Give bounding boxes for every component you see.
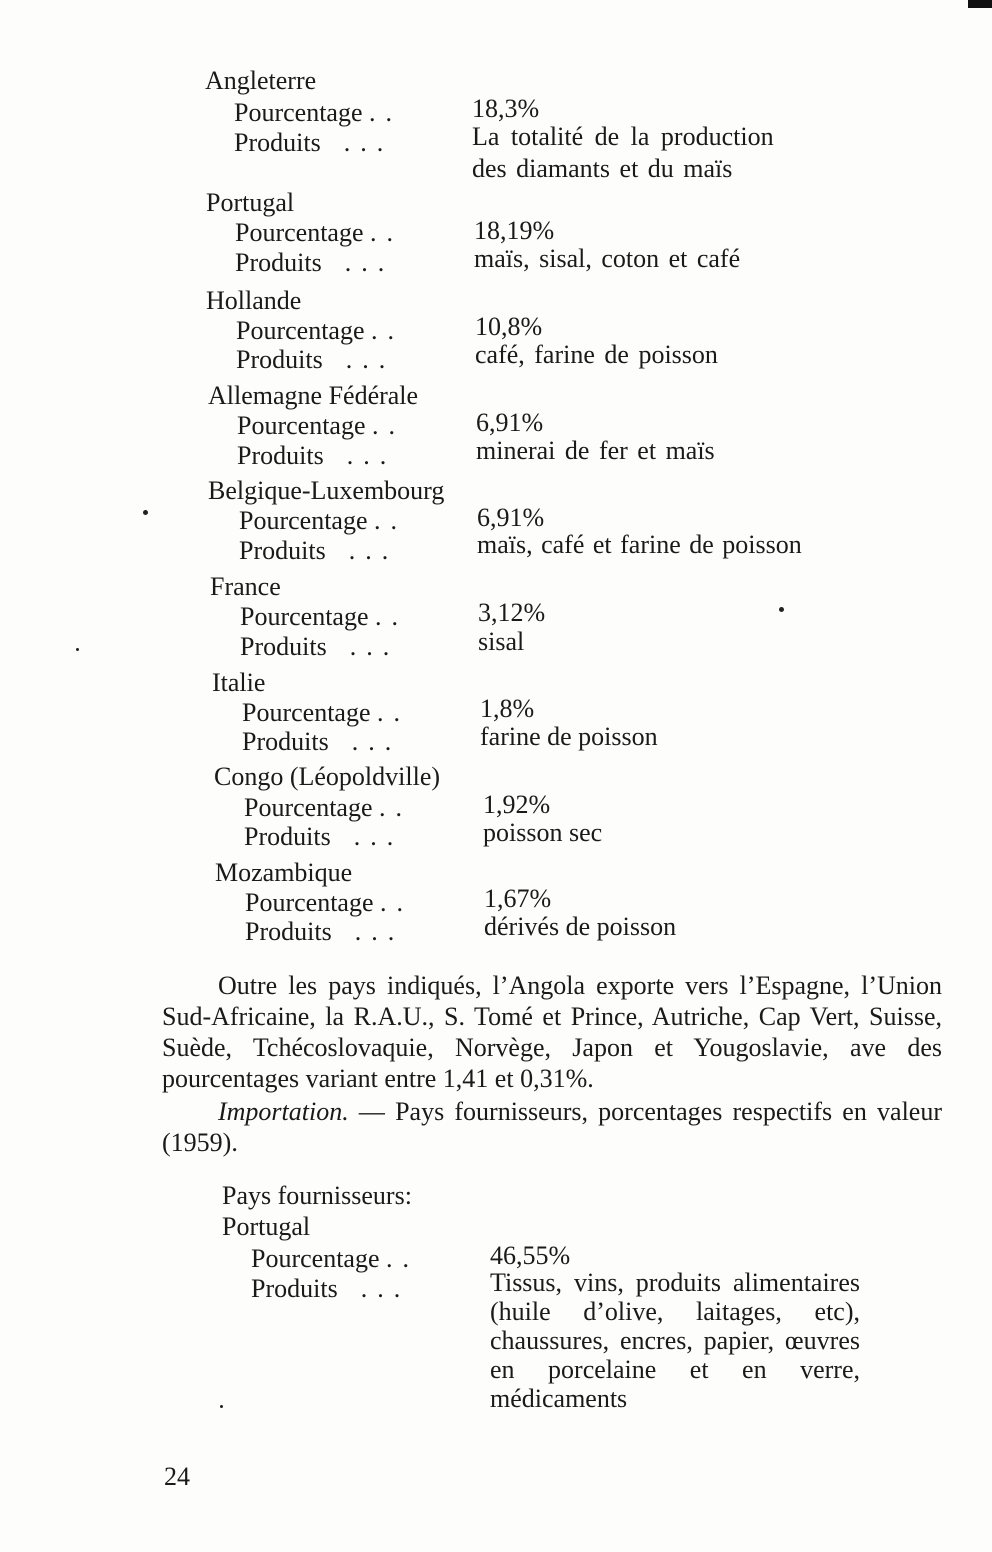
- products-label: Produits ...: [240, 632, 400, 661]
- products-value: Tissus, vins, produits alimentaires (huile d’olive, laitages, etc), chaussures, encres, papier, œuvres en porcelaine et en verre, médicaments: [490, 1268, 860, 1413]
- products-label: Produits ...: [237, 441, 397, 470]
- percentage-label: Pourcentage ..: [234, 98, 403, 127]
- country-name: Belgique-Luxembourg: [208, 476, 445, 505]
- country-name: France: [210, 572, 281, 601]
- products-value: farine de poisson: [480, 722, 658, 751]
- percentage-value: 1,67%: [484, 884, 552, 913]
- percentage-value: 6,91%: [476, 408, 544, 437]
- percentage-label: Pourcentage ..: [244, 793, 413, 822]
- products-value: sisal: [478, 627, 525, 656]
- percentage-value: 46,55%: [490, 1241, 571, 1270]
- percentage-label: Pourcentage ..: [235, 218, 404, 247]
- products-value: minerai de fer et maïs: [476, 436, 715, 465]
- products-label: Produits ...: [251, 1274, 411, 1303]
- products-value: maïs, sisal, coton et café: [474, 244, 741, 273]
- percentage-label: Pourcentage ..: [239, 506, 408, 535]
- country-name: Italie: [212, 668, 266, 697]
- percentage-value: 10,8%: [475, 312, 543, 341]
- scan-mark-corner: [968, 0, 992, 8]
- speck: [76, 648, 79, 651]
- products-label: Produits ...: [235, 248, 395, 277]
- speck: [220, 1405, 223, 1408]
- percentage-label: Pourcentage ..: [240, 602, 409, 631]
- percentage-label: Pourcentage ..: [236, 316, 405, 345]
- products-value: maïs, café et farine de poisson: [477, 530, 802, 559]
- import-header: Pays fournisseurs:: [222, 1181, 412, 1210]
- percentage-label: Pourcentage ..: [237, 411, 406, 440]
- products-label: Produits ...: [242, 727, 402, 756]
- products-value: poisson sec: [483, 818, 603, 847]
- importation-heading: Importation.: [218, 1097, 349, 1126]
- products-value: La totalité de la production: [472, 122, 774, 151]
- country-name: Portugal: [206, 188, 295, 217]
- products-value: café, farine de poisson: [475, 340, 718, 369]
- importation-text: — Pays fournisseurs, porcentages respectifs en valeur (1959).: [162, 1097, 942, 1157]
- country-name: Congo (Léopoldville): [214, 762, 441, 791]
- percentage-value: 6,91%: [477, 503, 545, 532]
- percentage-label: Pourcentage ..: [242, 698, 411, 727]
- speck: [779, 607, 784, 612]
- products-label: Produits ...: [245, 917, 405, 946]
- percentage-label: Pourcentage ..: [245, 888, 414, 917]
- products-label: Produits ...: [234, 128, 394, 157]
- products-label: Produits ...: [244, 822, 404, 851]
- percentage-value: 1,92%: [483, 790, 551, 819]
- speck: [143, 510, 148, 515]
- products-label: Produits ...: [236, 345, 396, 374]
- products-value-line2: des diamants et du maïs: [472, 154, 733, 183]
- country-name: Portugal: [222, 1212, 311, 1241]
- country-name: Hollande: [206, 286, 302, 315]
- products-value: dérivés de poisson: [484, 912, 677, 941]
- paragraph-exports-other: Outre les pays indiqués, l’Angola exporte vers l’Espagne, l’Union Sud-Africaine, la R.A.U., S. Tomé et Prince, Autriche, Cap Vert, Suisse, Suède, Tchécoslovaquie, Norvège, Japon et Yougoslavie, ave des pourcentages variant entre 1,41 et 0,31%.: [162, 971, 942, 1093]
- products-label: Produits ...: [239, 536, 399, 565]
- percentage-label: Pourcentage ..: [251, 1244, 420, 1273]
- percentage-value: 1,8%: [480, 694, 535, 723]
- country-name: Allemagne Fédérale: [208, 381, 419, 410]
- page-number: 24: [164, 1462, 190, 1491]
- paragraph-importation: [162, 1096, 942, 1158]
- country-name: Mozambique: [215, 858, 353, 887]
- percentage-value: 3,12%: [478, 598, 546, 627]
- percentage-value: 18,19%: [474, 216, 555, 245]
- percentage-value: 18,3%: [472, 94, 540, 123]
- country-name: Angleterre: [205, 66, 317, 95]
- body-text: [162, 970, 942, 1158]
